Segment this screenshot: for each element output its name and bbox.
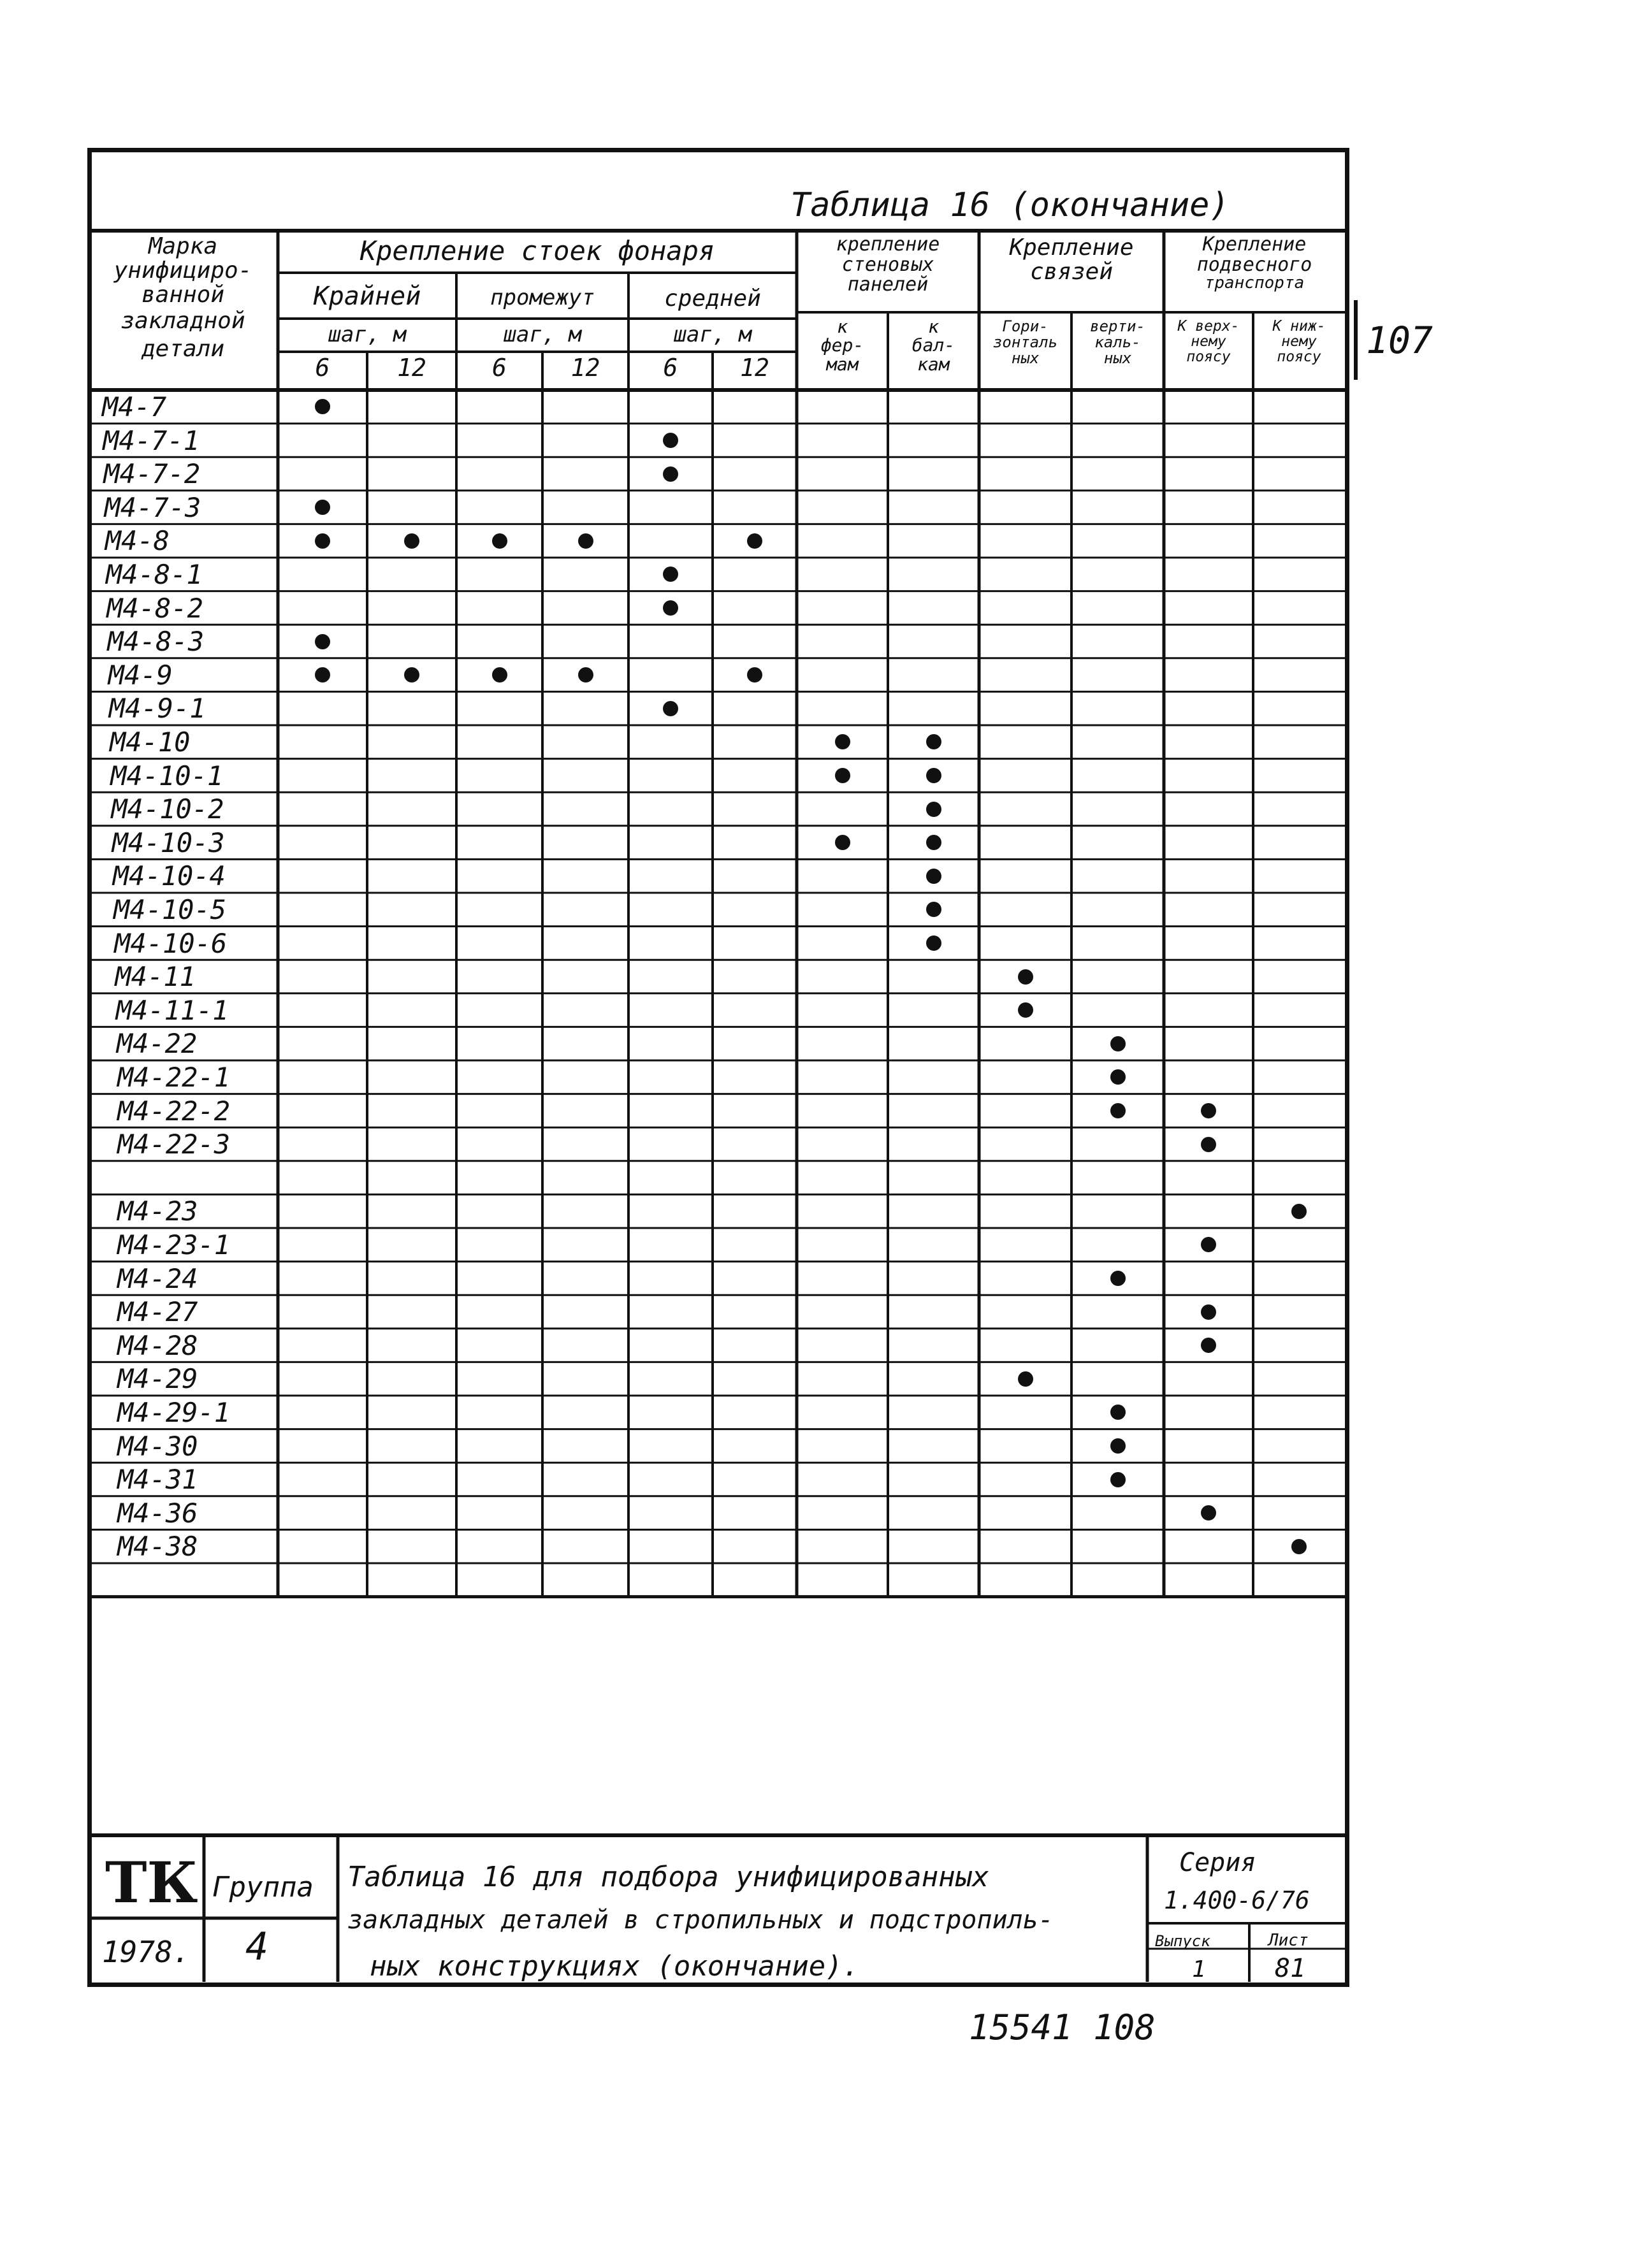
row-mark-label: М4-8-2: [106, 592, 203, 624]
row-dot-marker: [926, 935, 941, 951]
row-mark-label: М4-24: [117, 1262, 198, 1294]
row-dot-marker: [1291, 1204, 1307, 1219]
header-group-transport: [1164, 235, 1345, 292]
row-mark-label: М4-30: [117, 1430, 198, 1462]
row-dot-marker: [926, 835, 941, 850]
row-dot-marker: [835, 734, 850, 749]
row-dot-marker: [747, 667, 762, 683]
row-mark-label: М4-10-4: [112, 860, 226, 892]
header-mark-line-2: унифициро-: [113, 257, 252, 284]
title-block-logo: ТК: [105, 1849, 198, 1916]
header-brace-v-2: каль-: [1094, 333, 1141, 352]
header-brace-h-3: ных: [1011, 349, 1040, 368]
row-mark-label: М4-22-1: [117, 1062, 231, 1093]
row-mark-label: М4-7-1: [103, 424, 200, 456]
title-block-sheet-label: Лист: [1268, 1931, 1309, 1950]
row-dot-marker: [663, 466, 678, 482]
row-mark-label: М4-38: [117, 1531, 198, 1563]
title-block-year: 1978.: [102, 1935, 191, 1969]
row-dot-marker: [315, 500, 330, 515]
header-transport-upper-3: поясу: [1186, 349, 1231, 366]
header-mark-line-1: Марка: [148, 233, 218, 259]
row-dot-marker: [1110, 1438, 1126, 1454]
row-dot-marker: [1201, 1304, 1216, 1320]
row-dot-marker: [926, 768, 941, 783]
header-sub-extreme: Крайней: [313, 282, 421, 311]
title-block-series-value: 1.400-6/76: [1164, 1886, 1310, 1914]
header-group-lantern: Крепление стоек фонаря: [359, 235, 715, 266]
row-dot-marker: [1018, 1002, 1033, 1018]
table-title: Таблица 16 (окончание): [790, 186, 1230, 224]
title-block-group-label: Группа: [212, 1871, 314, 1903]
row-mark-label: М4-7-3: [104, 491, 201, 523]
row-mark-label: М4-31: [117, 1464, 198, 1496]
header-wall-line-2: стеновых: [841, 253, 934, 276]
row-mark-label: М4-29: [117, 1363, 198, 1395]
row-mark-label: М4-9: [108, 659, 173, 691]
row-dot-marker: [1110, 1069, 1126, 1085]
header-step-6-b: 6: [492, 354, 507, 382]
header-wall-trusses: [797, 317, 888, 373]
header-brace-vertical: [1071, 319, 1164, 367]
header-bracing-line-1: Крепление: [1009, 235, 1134, 261]
header-transport-lower-1: К ниж-: [1272, 318, 1326, 335]
header-step-12-c: 12: [740, 354, 769, 382]
row-dot-marker: [1201, 1338, 1216, 1353]
row-mark-label: М4-9-1: [108, 693, 206, 725]
title-block-issue-label: Выпуск: [1155, 1932, 1210, 1950]
footer-stamp: 15541 108: [969, 2007, 1156, 2048]
header-brace-v-3: ных: [1103, 349, 1132, 368]
row-dot-marker: [404, 667, 419, 683]
row-dot-marker: [1110, 1405, 1126, 1420]
row-mark-label: М4-10-3: [112, 827, 225, 858]
header-wall-trusses-1: к: [837, 316, 848, 337]
row-mark-label: М4-23: [117, 1195, 198, 1227]
header-transport-lower-2: нему: [1281, 333, 1317, 350]
header-wall-beams-3: кам: [917, 353, 950, 375]
title-block-sheet-value: 81: [1275, 1954, 1306, 1983]
row-dot-marker: [1201, 1137, 1216, 1152]
row-dot-marker: [663, 433, 678, 448]
row-dot-marker: [315, 634, 330, 649]
header-wall-trusses-3: мам: [826, 353, 859, 375]
row-mark-label: М4-11-1: [115, 994, 229, 1026]
row-dot-marker: [1018, 969, 1033, 985]
row-mark-label: М4-8: [105, 525, 170, 557]
header-wall-line-1: крепление: [836, 233, 940, 256]
row-dot-marker: [1110, 1103, 1126, 1118]
header-transport-lower-3: поясу: [1277, 349, 1321, 366]
row-dot-marker: [315, 667, 330, 683]
header-transport-line-2: подвесного: [1196, 253, 1312, 276]
row-mark-label: М4-7-2: [103, 458, 201, 490]
page-number: 107: [1366, 318, 1433, 362]
row-mark-label: М4-10-6: [114, 927, 228, 959]
header-sub-middle: средней: [664, 285, 761, 312]
header-step-12-b: 12: [570, 354, 600, 382]
row-dot-marker: [492, 667, 507, 683]
row-dot-marker: [1201, 1103, 1216, 1118]
row-dot-marker: [315, 533, 330, 549]
header-sub-intermediate: промежут: [490, 285, 595, 310]
row-dot-marker: [578, 533, 593, 549]
row-mark-label: М4-10-1: [110, 760, 224, 791]
row-dot-marker: [926, 869, 941, 884]
row-dot-marker: [926, 802, 941, 817]
row-mark-label: М4-10-5: [113, 894, 227, 925]
row-mark-label: М4-36: [117, 1497, 198, 1529]
row-mark-label: М4-10: [110, 726, 191, 758]
header-wall-trusses-2: фер-: [820, 335, 864, 356]
header-bracing-line-2: связей: [1029, 258, 1114, 285]
header-mark: [91, 235, 275, 361]
header-wall-beams-1: к: [928, 316, 939, 337]
row-dot-marker: [492, 533, 507, 549]
header-step-6-c: 6: [663, 354, 678, 382]
header-mark-line-5: детали: [141, 336, 225, 363]
row-dot-marker: [835, 768, 850, 783]
header-wall-beams: [888, 317, 979, 373]
row-dot-marker: [926, 902, 941, 917]
row-dot-marker: [1201, 1505, 1216, 1520]
header-brace-h-2: зонталь: [992, 333, 1058, 352]
row-mark-label: М4-8-3: [107, 626, 205, 658]
row-dot-marker: [1110, 1472, 1126, 1487]
row-dot-marker: [1018, 1371, 1033, 1387]
header-mark-line-3: ванной: [141, 281, 225, 308]
header-wall-line-3: панелей: [847, 273, 929, 296]
row-mark-label: М4-7: [102, 391, 167, 423]
row-mark-label: М4-29-1: [117, 1397, 231, 1428]
header-transport-line-3: транспорта: [1204, 273, 1305, 293]
header-group-wall: [797, 235, 979, 295]
header-brace-v-1: верти-: [1090, 317, 1145, 335]
row-dot-marker: [926, 734, 941, 749]
row-dot-marker: [1110, 1036, 1126, 1051]
row-mark-label: М4-23-1: [117, 1229, 231, 1260]
row-mark-label: М4-22: [116, 1028, 198, 1060]
title-block-issue-value: 1: [1192, 1956, 1206, 1983]
header-step-12-a: 12: [397, 354, 426, 382]
header-brace-h-1: Гори-: [1002, 317, 1049, 335]
row-dot-marker: [835, 835, 850, 850]
header-group-bracing: [979, 236, 1164, 284]
header-step-6-a: 6: [315, 354, 330, 382]
header-wall-beams-2: бал-: [911, 335, 955, 356]
row-dot-marker: [1291, 1539, 1307, 1554]
header-mark-line-4: закладной: [120, 308, 245, 335]
row-dot-marker: [747, 533, 762, 549]
title-block-series-label: Серия: [1179, 1848, 1256, 1877]
header-transport-upper-2: нему: [1191, 333, 1226, 350]
header-transport-upper-1: К верх-: [1177, 318, 1240, 335]
row-mark-label: М4-11: [115, 961, 196, 993]
row-mark-label: М4-28: [117, 1329, 198, 1361]
row-dot-marker: [404, 533, 419, 549]
row-mark-label: М4-8-1: [106, 559, 203, 590]
row-dot-marker: [578, 667, 593, 683]
header-transport-lower: [1253, 319, 1345, 365]
title-block-description-1: Таблица 16 для подбора унифицированных: [347, 1861, 989, 1893]
header-transport-line-1: Крепление: [1202, 233, 1307, 256]
row-mark-label: М4-27: [117, 1296, 198, 1328]
header-transport-upper: [1164, 319, 1253, 365]
title-block-description-2: закладных деталей в стропильных и подстропиль-: [347, 1905, 1054, 1935]
header-brace-horizontal: [979, 319, 1071, 367]
row-mark-label: М4-10-2: [111, 793, 224, 825]
row-mark-label: М4-22-3: [117, 1129, 231, 1160]
header-step-intermediate: шаг, м: [503, 322, 582, 347]
row-mark-label: М4-22-2: [117, 1095, 231, 1127]
row-dot-marker: [663, 600, 678, 616]
title-block-description-3: ных конструкциях (окончание).: [370, 1950, 860, 1983]
header-step-middle: шаг, м: [673, 322, 752, 347]
title-block-group-number: 4: [245, 1925, 269, 1969]
header-step-extreme: шаг, м: [328, 322, 407, 347]
row-dot-marker: [1110, 1271, 1126, 1286]
row-dot-marker: [663, 701, 678, 716]
